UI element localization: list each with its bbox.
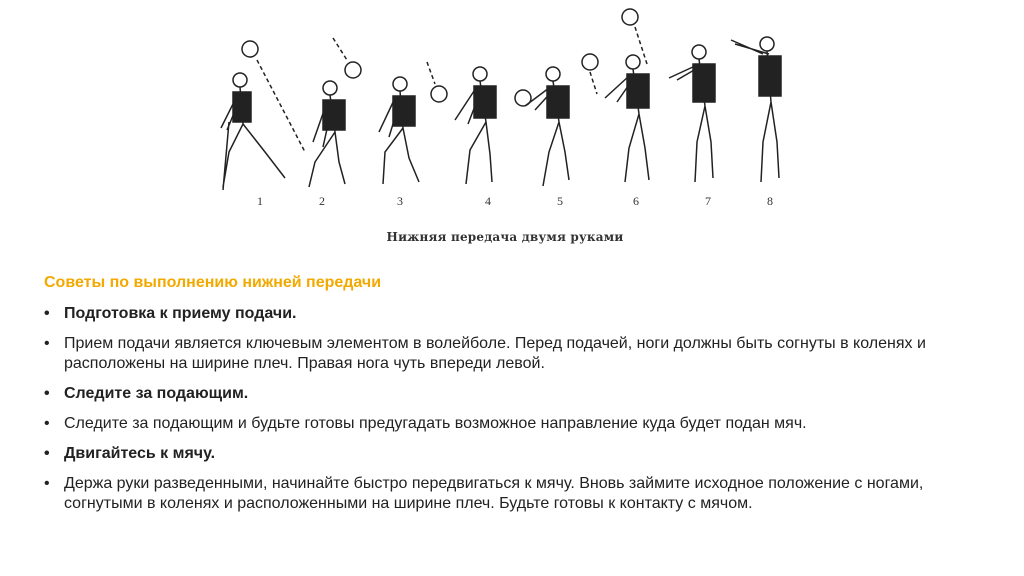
list-item: • Подготовка к приему подачи. xyxy=(44,304,994,324)
volleyball-illustration xyxy=(205,2,805,250)
list-item: • Следите за подающим. xyxy=(44,384,994,404)
ball-icon xyxy=(431,86,447,102)
ball-icon xyxy=(345,62,361,78)
ball-icon xyxy=(582,54,598,70)
figure-caption: Нижняя передача двумя руками xyxy=(386,230,624,244)
ball-icon xyxy=(622,9,638,25)
frame-number: 6 xyxy=(633,194,639,208)
frame-number: 4 xyxy=(485,194,491,208)
tips-list xyxy=(44,304,994,524)
frame-number: 3 xyxy=(397,194,403,208)
frame-number: 2 xyxy=(319,194,325,208)
frame-number: 7 xyxy=(705,194,711,208)
frame-number: 1 xyxy=(257,194,263,208)
list-item: • Двигайтесь к мячу. xyxy=(44,444,994,464)
player-sequence-drawing xyxy=(205,2,805,202)
tips-title: Советы по выполнению нижней передачи xyxy=(44,274,382,291)
frame-number: 5 xyxy=(557,194,563,208)
frame-number: 8 xyxy=(767,194,773,208)
list-item: • Прием подачи является ключевым элементом в волейболе. Перед подачей, ноги должны быть согнуты в коленях и расположены на ширине плеч. Правая нога чуть впереди левой. xyxy=(44,334,994,374)
list-item: • Следите за подающим и будьте готовы предугадать возможное направление куда будет подан мяч. xyxy=(44,414,994,434)
ball-icon xyxy=(242,41,258,57)
list-item: • Держа руки разведенными, начинайте быстро передвигаться к мячу. Вновь займите исходное положение с ногами, согнутыми в коленях и расположенными на ширине плеч. Будьте готовы к контакту с мячом. xyxy=(44,474,994,514)
